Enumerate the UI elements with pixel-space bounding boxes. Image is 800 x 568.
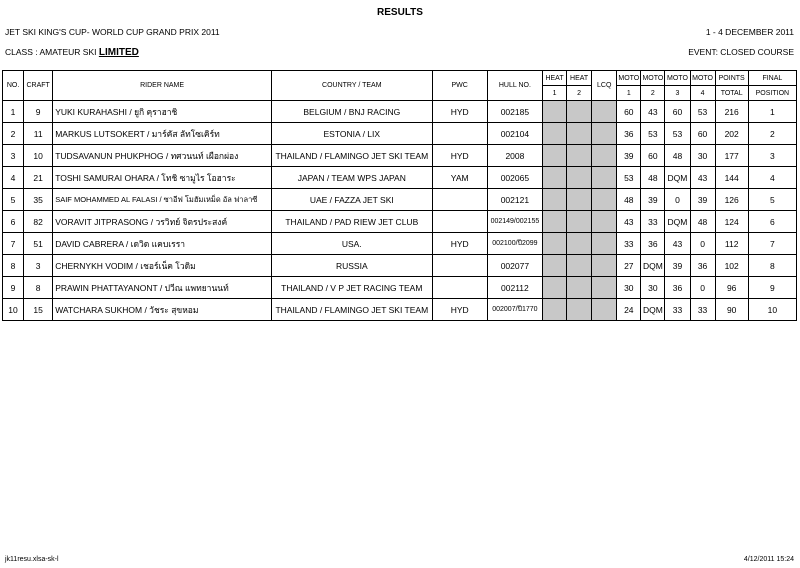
row-rider-name: VORAVIT JITPRASONG / วรวิทย์ จิตรประสงค์ [53,211,272,233]
row-final-position: 2 [748,123,796,145]
row-no: 7 [3,233,24,255]
row-moto1: 33 [617,233,641,255]
row-moto4: 0 [690,277,715,299]
row-pwc: HYD [432,233,487,255]
row-no: 8 [3,255,24,277]
row-craft: 21 [24,167,53,189]
page-title: RESULTS [377,7,423,18]
row-country: USA. [272,233,433,255]
row-heat1 [543,233,567,255]
table-row [3,167,797,189]
col-final: FINAL [748,71,796,86]
row-final-position: 1 [748,101,796,123]
row-moto1: 30 [617,277,641,299]
event-type: EVENT: CLOSED COURSE [688,47,794,57]
row-pwc [432,211,487,233]
row-points-total: 102 [715,255,748,277]
row-heat1 [543,189,567,211]
row-country: THAILAND / V P JET RACING TEAM [272,277,433,299]
row-country: THAILAND / FLAMINGO JET SKI TEAM [272,145,433,167]
row-moto2: 39 [641,189,665,211]
row-no: 1 [3,101,24,123]
col-craft: CRAFT [24,71,53,101]
row-heat2 [567,167,592,189]
row-hull: 002104 [487,123,542,145]
row-points-total: 202 [715,123,748,145]
col-rider: RIDER NAME [53,71,272,101]
row-points-total: 216 [715,101,748,123]
row-final-position: 7 [748,233,796,255]
row-lcq [592,277,617,299]
row-moto2: 60 [641,145,665,167]
col-moto1-num: 1 [617,86,641,101]
row-moto2: DQM [641,255,665,277]
row-moto4: 48 [690,211,715,233]
col-pwc: PWC [432,71,487,101]
row-craft: 10 [24,145,53,167]
table-row [3,101,797,123]
row-craft: 3 [24,255,53,277]
row-pwc: HYD [432,145,487,167]
class-limited: LIMITED [98,47,139,58]
row-moto1: 39 [617,145,641,167]
footer-filename: jk11resu.xlsa-sk-l [5,556,59,563]
table-row [3,255,797,277]
row-moto2: 53 [641,123,665,145]
row-lcq [592,123,617,145]
table-row [3,145,797,167]
row-final-position: 8 [748,255,796,277]
row-rider-name: TOSHI SAMURAI OHARA / โทชิ ซามูไร โอฮาระ [53,167,272,189]
row-points-total: 126 [715,189,748,211]
col-moto2: MOTO [641,71,665,86]
event-name: JET SKI KING'S CUP- WORLD CUP GRAND PRIX 2011 [5,27,220,37]
table-row [3,299,797,321]
row-moto3: 53 [665,123,690,145]
row-final-position: 3 [748,145,796,167]
row-pwc: HYD [432,101,487,123]
row-hull: 002112 [487,277,542,299]
col-heat1-num: 1 [543,86,567,101]
row-rider-name: SAIF MOHAMMED AL FALASI / ซาอีฟ โมฮัมเหม็ด อัล ฟาลาซี [53,189,272,211]
row-heat2 [567,299,592,321]
row-hull: 002100/ปี2099 [487,233,542,255]
row-heat2 [567,255,592,277]
row-moto1: 43 [617,211,641,233]
row-heat2 [567,101,592,123]
row-heat1 [543,167,567,189]
row-moto3: 33 [665,299,690,321]
col-moto3-num: 3 [665,86,690,101]
row-country: JAPAN / TEAM WPS JAPAN [272,167,433,189]
table-row [3,233,797,255]
col-heat2-num: 2 [567,86,592,101]
row-heat1 [543,255,567,277]
row-points-total: 96 [715,277,748,299]
row-hull: 2008 [487,145,542,167]
row-lcq [592,145,617,167]
row-country: BELGIUM / BNJ RACING [272,101,433,123]
row-moto2: 30 [641,277,665,299]
row-hull: 002149/002155 [487,211,542,233]
col-points: POINTS [715,71,748,86]
row-craft: 8 [24,277,53,299]
col-moto1: MOTO [617,71,641,86]
row-moto1: 24 [617,299,641,321]
row-pwc [432,255,487,277]
row-country: RUSSIA [272,255,433,277]
row-craft: 11 [24,123,53,145]
row-heat2 [567,123,592,145]
row-rider-name: YUKI KURAHASHI / ยูกิ คุราฮาชิ [53,101,272,123]
row-rider-name: WATCHARA SUKHOM / วัชระ สุขหอม [53,299,272,321]
col-hull: HULL NO. [487,71,542,101]
row-lcq [592,101,617,123]
row-lcq [592,299,617,321]
row-moto4: 36 [690,255,715,277]
row-moto2: 43 [641,101,665,123]
row-no: 3 [3,145,24,167]
row-moto2: 33 [641,211,665,233]
col-moto3: MOTO [665,71,690,86]
col-final-position: POSITION [748,86,796,101]
row-points-total: 177 [715,145,748,167]
row-moto3: 36 [665,277,690,299]
row-final-position: 4 [748,167,796,189]
row-moto4: 43 [690,167,715,189]
row-lcq [592,189,617,211]
row-moto3: 60 [665,101,690,123]
row-lcq [592,255,617,277]
row-moto1: 48 [617,189,641,211]
row-hull: 002007/ปี1770 [487,299,542,321]
row-heat1 [543,145,567,167]
footer-timestamp: 4/12/2011 15:24 [743,556,794,563]
row-hull: 002121 [487,189,542,211]
col-heat2: HEAT [567,71,592,86]
table-row [3,189,797,211]
row-hull: 002065 [487,167,542,189]
row-pwc [432,189,487,211]
row-moto4: 60 [690,123,715,145]
row-moto3: 39 [665,255,690,277]
row-moto2: 48 [641,167,665,189]
row-moto1: 36 [617,123,641,145]
class-prefix: CLASS : AMATEUR SKI [5,47,97,57]
table-row [3,277,797,299]
row-craft: 15 [24,299,53,321]
row-points-total: 144 [715,167,748,189]
col-lcq: LCQ [592,71,617,101]
row-moto4: 53 [690,101,715,123]
row-moto3: DQM [665,211,690,233]
row-points-total: 124 [715,211,748,233]
row-moto3: 48 [665,145,690,167]
row-no: 5 [3,189,24,211]
col-moto4-num: 4 [690,86,715,101]
row-rider-name: MARKUS LUTSOKERT / มาร์คัส ลัทโซเคิร์ท [53,123,272,145]
row-craft: 82 [24,211,53,233]
results-table [2,70,797,321]
row-no: 2 [3,123,24,145]
row-country: THAILAND / FLAMINGO JET SKI TEAM [272,299,433,321]
row-heat2 [567,233,592,255]
row-moto3: 43 [665,233,690,255]
row-heat2 [567,211,592,233]
row-rider-name: CHERNYKH VODIM / เชอร์เน็ค โวดิม [53,255,272,277]
row-moto4: 0 [690,233,715,255]
row-no: 4 [3,167,24,189]
row-moto3: 0 [665,189,690,211]
row-points-total: 90 [715,299,748,321]
row-hull: 002185 [487,101,542,123]
row-final-position: 10 [748,299,796,321]
class-label [5,47,139,58]
row-heat1 [543,123,567,145]
row-rider-name: DAVID CABRERA / เดวิด แคบเรรา [53,233,272,255]
row-country: ESTONIA / LIX [272,123,433,145]
row-craft: 51 [24,233,53,255]
row-moto4: 33 [690,299,715,321]
row-moto1: 27 [617,255,641,277]
row-lcq [592,211,617,233]
row-moto2: DQM [641,299,665,321]
col-no: NO. [3,71,24,101]
row-pwc [432,123,487,145]
row-moto1: 60 [617,101,641,123]
row-heat1 [543,299,567,321]
row-heat1 [543,277,567,299]
row-pwc: HYD [432,299,487,321]
row-moto4: 39 [690,189,715,211]
row-heat1 [543,101,567,123]
row-country: UAE / FAZZA JET SKI [272,189,433,211]
event-dates: 1 - 4 DECEMBER 2011 [705,27,794,37]
row-heat2 [567,145,592,167]
row-final-position: 6 [748,211,796,233]
row-lcq [592,233,617,255]
row-no: 9 [3,277,24,299]
row-no: 6 [3,211,24,233]
row-final-position: 9 [748,277,796,299]
table-row [3,123,797,145]
col-points-total: TOTAL [715,86,748,101]
row-lcq [592,167,617,189]
row-pwc [432,277,487,299]
row-heat2 [567,189,592,211]
col-country: COUNTRY / TEAM [272,71,433,101]
row-no: 10 [3,299,24,321]
row-craft: 9 [24,101,53,123]
table-row [3,211,797,233]
row-moto1: 53 [617,167,641,189]
row-heat2 [567,277,592,299]
row-rider-name: PRAWIN PHATTAYANONT / ปวีณ แพทยานนท์ [53,277,272,299]
row-craft: 35 [24,189,53,211]
row-pwc: YAM [432,167,487,189]
row-points-total: 112 [715,233,748,255]
row-moto2: 36 [641,233,665,255]
row-moto4: 30 [690,145,715,167]
col-moto4: MOTO [690,71,715,86]
row-final-position: 5 [748,189,796,211]
row-country: THAILAND / PAD RIEW JET CLUB [272,211,433,233]
row-hull: 002077 [487,255,542,277]
col-moto2-num: 2 [641,86,665,101]
col-heat1: HEAT [543,71,567,86]
row-moto3: DQM [665,167,690,189]
row-heat1 [543,211,567,233]
row-rider-name: TUDSAVANUN PHUKPHOG / ทศวนนท์ เผือกผ่อง [53,145,272,167]
